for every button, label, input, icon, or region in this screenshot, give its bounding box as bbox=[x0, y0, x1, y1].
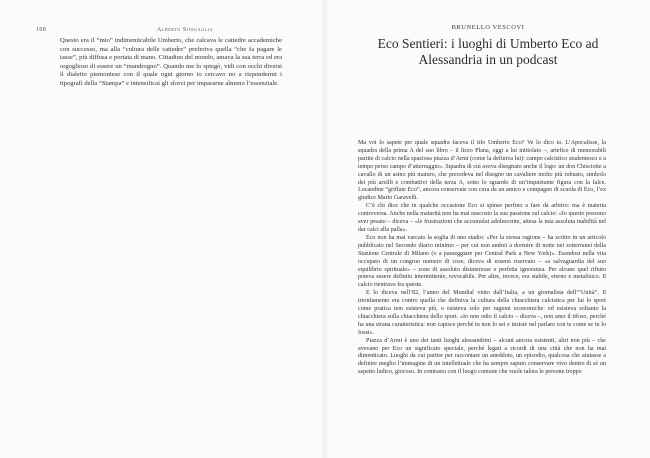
paragraph: Piazza d’Armi è uno dei tanti luoghi alessandrini – alcuni ancora esistenti, altri non più – che avevano per Eco un significato speciale, perché legati a ricordi di una città che non ha mai dimenticato. Luoghi da cui partire per raccontare un aneddoto, un episodio, qualcosa che aiutasse a definire meglio l’immagine di un intellettuale che ha sempre saputo conservare vivo dentro di sé un aspetto ludico, giocoso. In contrasto con il luogo comune che vuole talora le persone troppo bbox=[358, 337, 606, 376]
page-number: 108 bbox=[36, 27, 47, 33]
left-page bbox=[0, 0, 324, 458]
paragraph: C’è chi dice che in qualche occasione Eco si spinse perfino a fare da arbitro: ma è materia controversa. Anche nella maturità non ha mai nascosto la sua passione sul calcio: «Io questo possono aver pesato – diceva – «le frustrazioni che accumulai adolescente, attesa la mia assoluta inabilità nel dar calci alla palla». bbox=[358, 203, 606, 233]
running-head: Alberto Sinigaglia bbox=[157, 27, 214, 33]
paragraph: Questo era il “mio” indimenticabile Umberto, che calcava le cattedre accademiche con successo, ma alla “cultura delle cattedre” preferiva quella “che fa pagare le tasse”, più diffusa e portata di mano. Cittadino del mondo, amava la sua terra ed era orgoglioso di essere un “mandrogno”. Quando me lo spiegò, vidi con occhi diversi il dialetto piemontese con il quale ogni giorno io cercavo no a rispondermi i tipografi della “Stampa” e intensificai gli sforzi per impararne almeno l’essenziale. bbox=[60, 37, 282, 87]
article-title: Eco Sentieri: i luoghi di Umberto Eco ad Alessandria in un podcast bbox=[377, 36, 599, 67]
left-page-text bbox=[60, 37, 282, 89]
article-author: BRUNELLO VESCOVI bbox=[451, 24, 525, 31]
paragraph: Ma voi lo sapete per quale squadra faceva il tifo Umberto Eco? Ve lo dico io. L’Apocalisse, la squadra della prima A del suo libro – il liceo Plana, oggi a lui intitolato –, artefice di memorabili partite di calcio nella spaziosa piazza d’Armi (come la definiva lui): campo calcistico studentesco e a tempo perso campo d’atterraggio». Squadra di cui aveva disegnato anche il logo: un don Chisciotte a cavallo di un asino più maturo, che precedeva nel disegno un cavaliere molto più robusto, simbolo dei più arzilli e combattivi della terza A, sotto lo sguardo di un’inquietante figura con la falce. Locandine “griffate Eco”, ancora conservate con cura da un amico e compagno di scuola di Eco, l’ex giudice Mario Garavelli. bbox=[358, 140, 606, 202]
paragraph: Eco non ha mai varcato la soglia di uno stadio: «Per la stessa ragione – ha scritto in un articolo pubblicato nel Secondo diario minimo – per cui non andrei a dormire di notte nei sotterranei della Stazione Centrale di Milano (o a passeggiare per Central Park a New York)». Esendosi nella vita occupato di un congruo numero di cose, diceva di essersi riservato – «a salvaguardia del suo equilibrio spirituale» – zone di assoluto disinteresse e perfetta ignoranza. Per alcune quel rifiuto poteva essere definito intermittente, revocabile. Per altre, invece, era stabile, eterno e metafisico. Il calcio rientrava fra queste. bbox=[358, 234, 606, 289]
right-page bbox=[326, 0, 650, 458]
paragraph: E lo diceva nell’82, l’anno del Mundial vinto dall’Italia, a un giornalista dell’“Unità”. Il trionfamento era contro quella che definiva la cultura della chiacchiera calcistica per lui lo sport come pratica non esisteva più, o esisteva solo per ragioni economiche: ed esisteva soltanto la chiacchiera sulla chiacchiera dello sport. «Io non odio il calcio – diceva –, non amo il tifoso, perché ha una strana caratteristica: non capisce perché tu non lo sei e insiste nel parlare con te come se tu lo fossi». bbox=[358, 290, 606, 336]
article-body bbox=[358, 140, 606, 377]
